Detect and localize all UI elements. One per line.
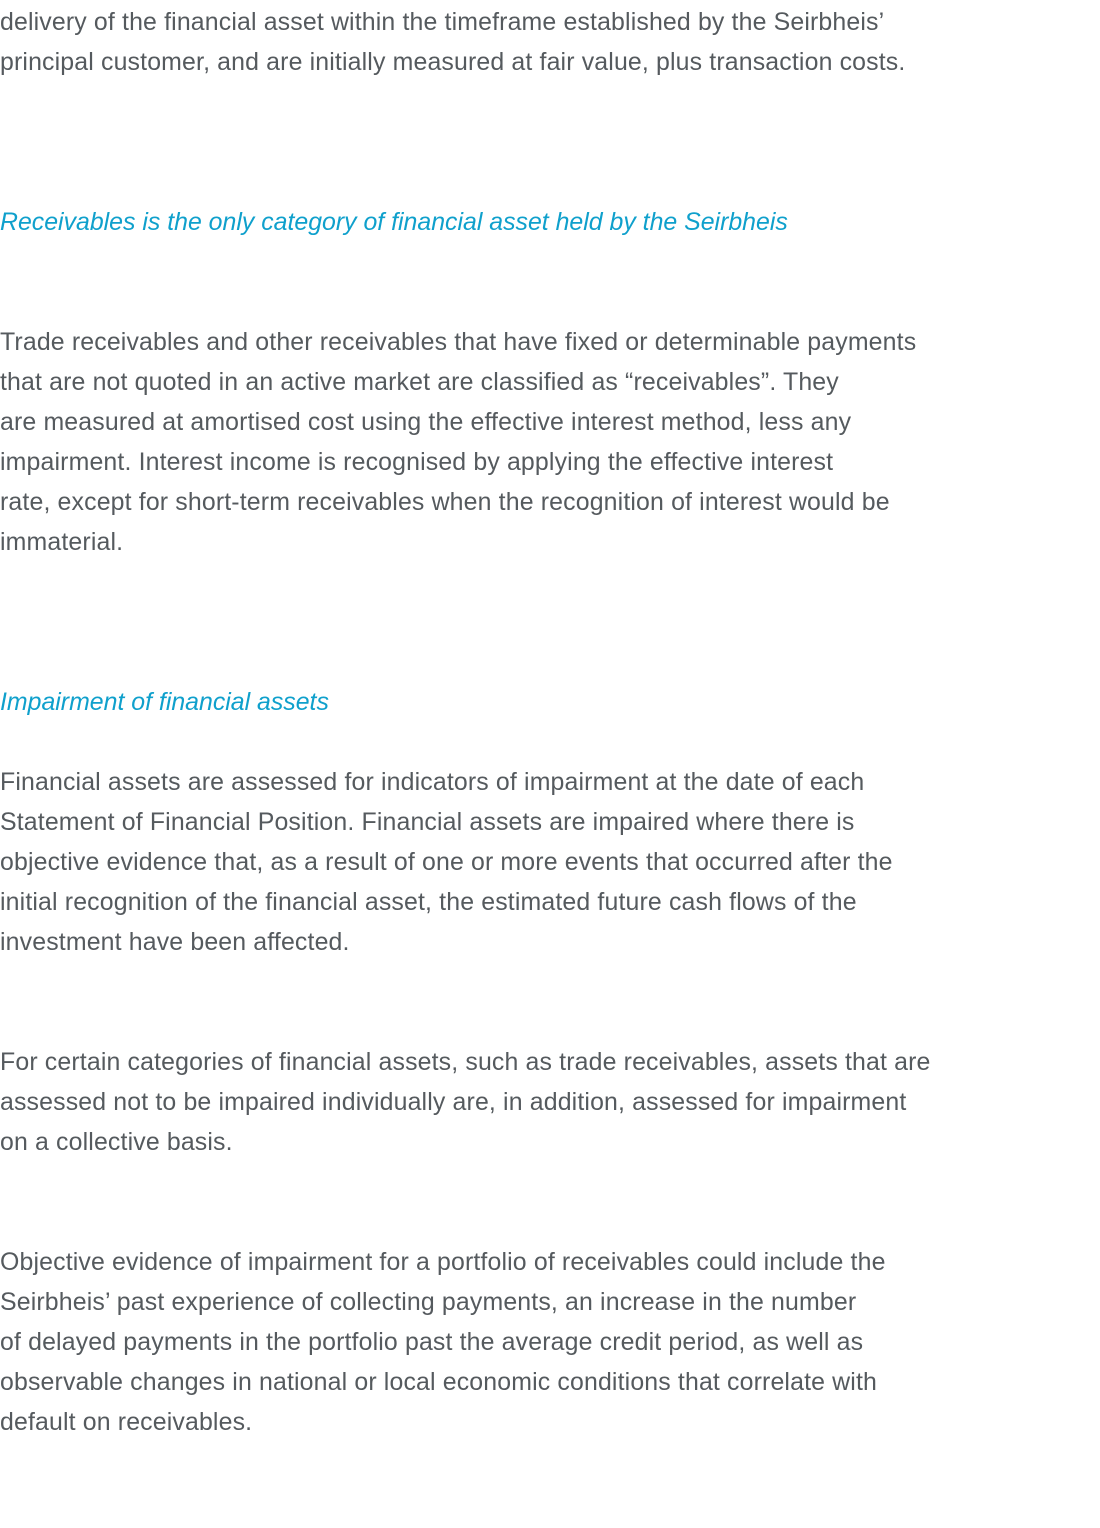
paragraph-line: observable changes in national or local economic conditions that correlate with	[0, 1368, 877, 1396]
paragraph-line: rate, except for short-term receivables when the recognition of interest would be	[0, 488, 890, 516]
paragraph-line: default on receivables.	[0, 1408, 253, 1436]
intro-line: principal customer, and are initially measured at fair value, plus transaction costs.	[0, 48, 906, 76]
paragraph-line: on a collective basis.	[0, 1128, 233, 1156]
intro-line: delivery of the financial asset within the timeframe established by the Seirbheis’	[0, 8, 885, 36]
paragraph-line: Financial assets are assessed for indicators of impairment at the date of each	[0, 768, 865, 796]
heading-receivables-text: Receivables is the only category of financial asset held by the Seirbheis	[0, 208, 788, 236]
impairment-paragraph-3	[0, 1242, 1100, 1442]
receivables-paragraph	[0, 322, 1100, 562]
paragraph-line: are measured at amortised cost using the effective interest method, less any	[0, 408, 852, 436]
paragraph-line: of delayed payments in the portfolio past the average credit period, as well as	[0, 1328, 864, 1356]
paragraph-line: Trade receivables and other receivables that have fixed or determinable payments	[0, 328, 917, 356]
intro-paragraph	[0, 2, 1100, 82]
impairment-paragraph-1	[0, 762, 1100, 962]
paragraph-line: assessed not to be impaired individually are, in addition, assessed for impairment	[0, 1088, 907, 1116]
paragraph-line: Statement of Financial Position. Financial assets are impaired where there is	[0, 808, 855, 836]
impairment-paragraph-2	[0, 1042, 1100, 1162]
paragraph-line: For certain categories of financial assets, such as trade receivables, assets that are	[0, 1048, 931, 1076]
paragraph-line: Seirbheis’ past experience of collecting payments, an increase in the number	[0, 1288, 857, 1316]
paragraph-line: immaterial.	[0, 528, 124, 556]
paragraph-line: investment have been affected.	[0, 928, 350, 956]
heading-impairment-text: Impairment of financial assets	[0, 688, 329, 716]
paragraph-line: objective evidence that, as a result of one or more events that occurred after the	[0, 848, 893, 876]
paragraph-line: that are not quoted in an active market are classified as “receivables”. They	[0, 368, 839, 396]
paragraph-line: impairment. Interest income is recognised by applying the effective interest	[0, 448, 834, 476]
paragraph-line: Objective evidence of impairment for a portfolio of receivables could include the	[0, 1248, 886, 1276]
section-heading-impairment	[0, 682, 1100, 722]
paragraph-line: initial recognition of the financial asset, the estimated future cash flows of the	[0, 888, 857, 916]
section-heading-receivables	[0, 202, 1100, 242]
